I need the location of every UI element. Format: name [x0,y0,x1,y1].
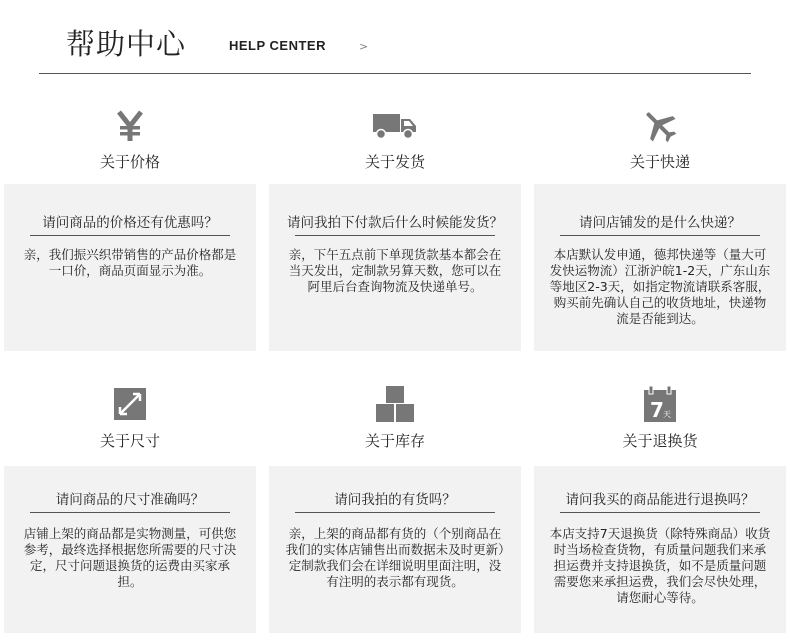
faq-card [4,184,256,351]
airplane-icon [534,106,786,146]
calendar-7-icon [534,384,786,424]
question-divider [30,235,230,236]
faq-question: 请问我买的商品能进行退换吗？ [565,492,755,508]
faq-caption: 关于发货 [364,153,425,171]
faq-answer: 亲，下午五点前下单现货款基本都会在当天发出，定制款另算天数，您可以在阿里后台查询物流及快递单号。 [288,247,502,294]
boxes-icon [269,384,521,424]
faq-question: 请问我拍的有货吗？ [334,492,456,508]
faq-caption: 关于价格 [99,153,160,171]
svg-text:7: 7 [650,398,664,422]
faq-answer: 本店支持7天退换货（除特殊商品）收货时当场检查货物，有质量问题我们来承担运费并支持退换货，如不是质量问题需要您来承担运费，我们会尽快处理，请您耐心等待。 [549,526,771,605]
faq-answer: 亲，我们振兴织带销售的产品价格都是一口价，商品页面显示为准。 [23,247,237,278]
faq-answer: 亲，上架的商品都有货的（个别商品在我们的实体店铺售出而数据未及时更新）定制款我们会在详细说明里面注明，没有注明的表示都有现货。 [285,526,505,589]
ruler-icon [4,384,256,424]
faq-card [534,184,786,351]
faq-caption: 关于尺寸 [99,432,160,450]
question-divider [560,512,760,513]
faq-card [4,466,256,633]
faq-question: 请问店铺发的是什么快递？ [579,215,741,231]
faq-question: 请问商品的尺寸准确吗？ [55,492,205,508]
svg-text:天: 天 [663,410,671,419]
faq-caption: 关于退换货 [622,432,698,450]
question-divider [560,235,760,236]
faq-card [269,466,521,633]
faq-caption: 关于库存 [364,432,425,450]
page-subtitle: HELP CENTER [229,38,326,53]
faq-question: 请问商品的价格还有优惠吗？ [42,215,218,231]
header-divider [39,73,751,74]
question-divider [295,235,495,236]
faq-card [534,466,786,633]
question-divider [30,512,230,513]
yen-icon [4,106,256,146]
question-divider [295,512,495,513]
page-title: 帮助中心 [66,27,187,61]
faq-caption: 关于快递 [629,153,690,171]
truck-icon [269,106,521,146]
chevron-right-icon[interactable]: > [359,40,369,53]
help-header [0,0,790,76]
faq-question: 请问我拍下付款后什么时候能发货？ [287,215,503,231]
faq-card [269,184,521,351]
faq-answer: 店铺上架的商品都是实物测量，可供您参考，最终选择根据您所需要的尺寸决定，尺寸问题退换货的运费由买家承担。 [23,526,237,589]
faq-answer: 本店默认发申通，德邦快递等（量大可发快运物流）江浙沪皖1-2天，广东山东等地区2-3天，如指定物流请联系客服，购买前先确认自己的收货地址，快递物流是否能到达。 [549,247,771,326]
